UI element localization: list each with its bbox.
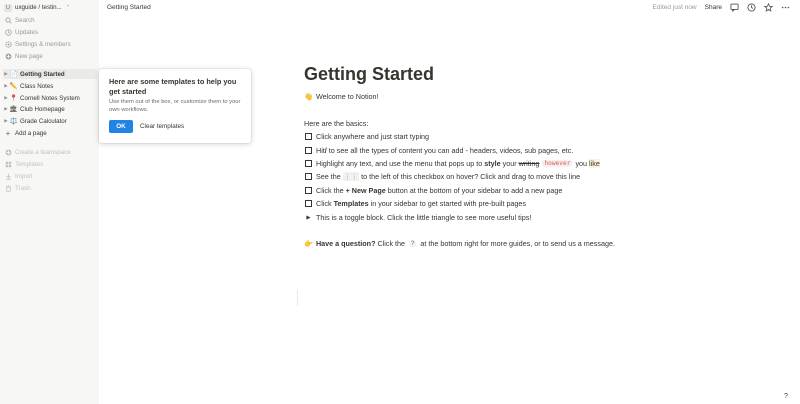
todo-text: Click the xyxy=(316,186,346,195)
sidebar-page-grade-calculator[interactable] xyxy=(3,116,97,126)
todo-text: to see all the types of content you can add - headers, videos, sub pages, etc. xyxy=(326,146,574,155)
question-mark-code: ? xyxy=(411,240,415,247)
todo-text-bold: + New Page xyxy=(345,186,386,195)
star-icon[interactable] xyxy=(764,3,773,12)
divider xyxy=(297,290,298,306)
todo-item[interactable] xyxy=(305,171,580,182)
todo-item[interactable] xyxy=(305,158,600,169)
sidebar-item-label: Templates xyxy=(15,160,44,168)
question-text: Click the xyxy=(375,239,408,248)
ok-button[interactable]: OK xyxy=(109,120,133,133)
todo-text: button at the bottom of your sidebar to add a new page xyxy=(385,186,563,195)
sidebar-page-label: Class Notes xyxy=(20,82,54,90)
tooltip-title: Here are some templates to help you get started xyxy=(109,77,237,96)
todo-text: your xyxy=(500,159,519,168)
todo-text: in your sidebar to get started with pre-built pages xyxy=(368,199,527,208)
gear-icon xyxy=(4,41,12,48)
checkbox[interactable] xyxy=(305,133,312,140)
sidebar-item-search[interactable] xyxy=(4,15,35,25)
clock-icon xyxy=(4,29,12,36)
todo-text-highlight: like xyxy=(589,159,600,168)
sidebar-item-updates[interactable] xyxy=(4,27,38,37)
todo-text: See the xyxy=(316,172,343,181)
checkbox[interactable] xyxy=(305,160,312,167)
sidebar-item-label: Search xyxy=(15,16,35,24)
comment-icon[interactable] xyxy=(730,3,739,12)
more-options-icon[interactable] xyxy=(781,3,790,12)
history-icon[interactable] xyxy=(747,3,756,12)
expand-triangle-icon[interactable]: ▶ xyxy=(4,106,8,111)
toggle-text: This is a toggle block. Click the little triangle to see more useful tips! xyxy=(316,213,532,222)
plus-circle-icon xyxy=(4,53,12,60)
sidebar-item-import[interactable] xyxy=(4,171,33,181)
pointing-hand-emoji-icon: 👉 xyxy=(304,239,313,248)
todo-text-bold: style xyxy=(484,159,501,168)
sidebar-item-new-page[interactable] xyxy=(4,51,43,61)
question-text: at the bottom right for more guides, or to send us a message. xyxy=(418,239,615,248)
checkbox[interactable] xyxy=(305,187,312,194)
toggle-block[interactable] xyxy=(305,212,531,223)
sidebar-page-label: Getting Started xyxy=(20,70,65,78)
sidebar-item-create-teamspace[interactable] xyxy=(4,147,71,157)
teamspace-icon xyxy=(4,149,12,156)
sidebar-item-label: Settings & members xyxy=(15,40,71,48)
welcome-text: Welcome to Notion! xyxy=(315,92,379,101)
page-emoji-icon: 🏛 xyxy=(9,106,18,113)
search-icon xyxy=(4,17,12,24)
clear-templates-button[interactable]: Clear templates xyxy=(140,123,185,130)
todo-text: Highlight any text, and use the menu that pops up to xyxy=(316,159,485,168)
breadcrumb[interactable] xyxy=(107,2,151,13)
sidebar-item-trash[interactable] xyxy=(4,183,31,193)
edited-status: Edited just now xyxy=(652,3,697,11)
todo-text: to the left of this checkbox on hover? Click and drag to move this line xyxy=(359,172,581,181)
checkbox[interactable] xyxy=(305,147,312,154)
workspace-name: uxguide / testin... xyxy=(15,4,62,11)
breadcrumb-page[interactable]: Getting Started xyxy=(107,4,151,11)
todo-text-code: however xyxy=(544,160,571,167)
question-bold: Have a question? xyxy=(315,239,376,248)
sidebar-item-label: Import xyxy=(15,172,33,180)
todo-text: you xyxy=(575,159,590,168)
checkbox[interactable] xyxy=(305,173,312,180)
todo-item[interactable] xyxy=(305,198,526,209)
todo-item[interactable] xyxy=(305,145,573,156)
checkbox[interactable] xyxy=(305,200,312,207)
todo-text: Click xyxy=(316,199,334,208)
workspace-switcher[interactable] xyxy=(4,2,70,13)
todo-text-strikethrough: writing xyxy=(518,159,540,168)
plus-icon: + xyxy=(5,128,11,138)
expand-triangle-icon[interactable]: ▶ xyxy=(4,95,8,100)
tooltip-description: Use them out of the box, or customize them to your own workflows. xyxy=(109,99,241,113)
chevron-updown-icon: ⌃ xyxy=(65,4,71,11)
wave-emoji-icon: 👋 xyxy=(304,92,313,101)
sidebar-page-label: Club Homepage xyxy=(20,105,65,113)
help-line[interactable] xyxy=(304,238,615,249)
drag-handle-icon: ⋮⋮ xyxy=(343,172,359,181)
templates-tooltip xyxy=(99,69,251,143)
add-page-button[interactable] xyxy=(4,128,47,138)
sidebar-item-label: Trash xyxy=(15,184,31,192)
add-page-label: Add a page xyxy=(15,129,47,137)
expand-triangle-icon[interactable]: ▶ xyxy=(4,118,8,123)
sidebar-page-label: Grade Calculator xyxy=(20,117,67,125)
sidebar-item-label: Updates xyxy=(15,28,39,36)
todo-item[interactable] xyxy=(305,185,562,196)
sidebar-page-getting-started[interactable] xyxy=(3,69,97,79)
sidebar-page-label: Cornell Notes System xyxy=(20,94,80,102)
sidebar-item-label: Create a teamspace xyxy=(15,148,71,156)
todo-item[interactable] xyxy=(305,131,429,142)
expand-triangle-icon[interactable]: ▶ xyxy=(4,83,8,88)
welcome-line[interactable] xyxy=(304,91,379,102)
workspace-avatar: U xyxy=(4,4,12,12)
topbar-actions xyxy=(653,1,790,13)
sidebar-page-cornell-notes[interactable] xyxy=(3,93,97,103)
page-emoji-icon: 📄 xyxy=(9,71,18,78)
share-button[interactable]: Share xyxy=(704,3,722,11)
trash-icon xyxy=(4,185,12,192)
todo-text-bold: Templates xyxy=(333,199,369,208)
basics-heading[interactable]: Here are the basics: xyxy=(304,119,369,128)
todo-text: Hit xyxy=(316,146,325,155)
toggle-triangle-icon[interactable]: ▶ xyxy=(306,214,311,221)
page-emoji-icon: 📍 xyxy=(9,95,18,102)
page-emoji-icon: ✏️ xyxy=(9,83,18,90)
sidebar-item-settings[interactable] xyxy=(4,39,71,49)
import-icon xyxy=(4,173,12,180)
sidebar-item-templates[interactable] xyxy=(4,159,43,169)
templates-icon xyxy=(4,161,12,168)
sidebar-page-club-homepage[interactable] xyxy=(3,104,97,114)
sidebar xyxy=(0,0,99,404)
expand-triangle-icon[interactable]: ▶ xyxy=(4,71,8,76)
page-emoji-icon: ⚖️ xyxy=(9,118,18,125)
todo-text-bold: / xyxy=(324,146,327,155)
sidebar-item-label: New page xyxy=(15,52,43,60)
todo-text: Click anywhere and just start typing xyxy=(316,132,430,141)
page-title[interactable]: Getting Started xyxy=(304,64,435,84)
sidebar-page-class-notes[interactable] xyxy=(3,81,97,91)
help-button[interactable]: ? xyxy=(780,390,792,402)
